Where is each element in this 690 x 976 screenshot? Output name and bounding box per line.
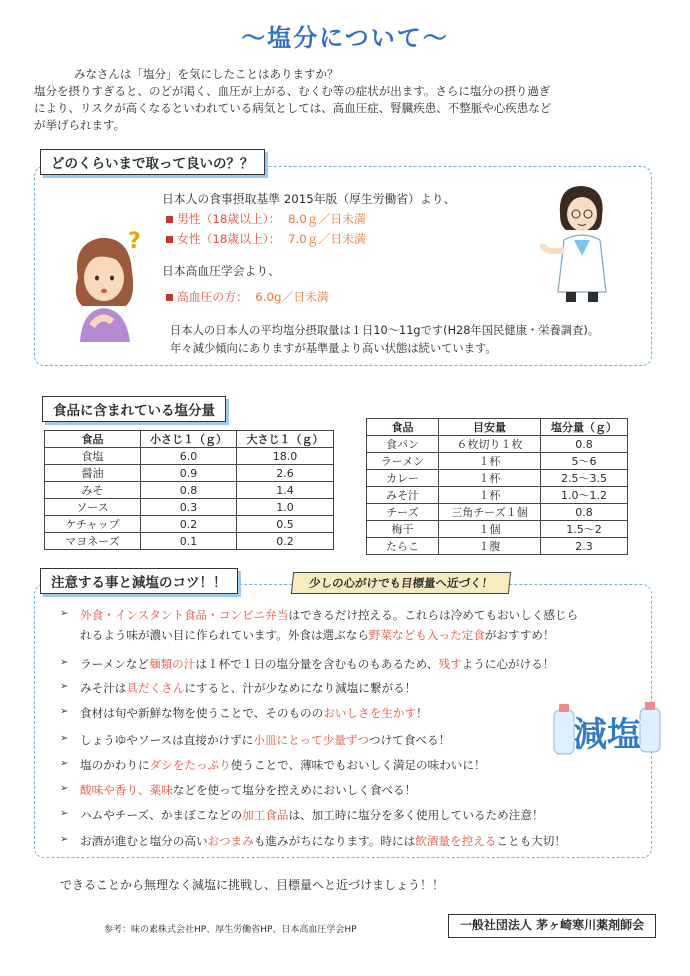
- page-title: ～塩分について～: [241, 24, 449, 52]
- table-header-cell: 食品: [367, 419, 439, 436]
- table-header-cell: 目安量: [439, 419, 541, 436]
- table-row: [45, 533, 334, 550]
- tip-text: がおすすめ！: [484, 628, 555, 642]
- table-row: [367, 436, 628, 453]
- intro-text: [34, 66, 664, 134]
- tip-text: お酒が進むと塩分の高い: [80, 834, 208, 848]
- table-cell: 醤油: [45, 465, 141, 482]
- tip-highlight: 外食・インスタント食品・コンビニ弁当: [80, 608, 289, 622]
- table-cell: 2.5～3.5: [541, 470, 628, 487]
- standard-title: 日本人の食事摂取基準 2015年版（厚生労働省）より、: [162, 192, 456, 206]
- female-intake: [166, 230, 366, 247]
- tip-text: などを使って塩分を控えめにおいしく食べる！: [172, 783, 417, 797]
- bullet-square: [166, 236, 173, 243]
- table-cell: 食塩: [45, 448, 141, 465]
- tip-line: [80, 607, 578, 623]
- table-cell: 5～6: [541, 453, 628, 470]
- table-cell: 1.5～2: [541, 521, 628, 538]
- references: 参考：味の素株式会社HP、厚生労働省HP、日本高血圧学会HP: [104, 925, 357, 935]
- table-cell: 0.9: [141, 465, 237, 482]
- average-intake-line: 年々減少傾向にありますが基準量より高い状態は続いています。: [170, 342, 497, 355]
- arrow-bullet-icon: ➢: [60, 608, 69, 619]
- female-label: 女性（18歳以上）：: [177, 232, 281, 246]
- bullet-square: [166, 294, 173, 301]
- table-cell: カレー: [367, 470, 439, 487]
- tip-line: [80, 705, 428, 721]
- tip-text: は、加工時に塩分を多く使用しているため注意！: [288, 808, 544, 822]
- tip-highlight: 酸味や香り、薬味: [80, 783, 173, 797]
- tip-highlight: 残す: [438, 657, 462, 671]
- tip-text: にすると、汁が少なめになり減塩に繋がる！: [184, 681, 417, 695]
- arrow-bullet-icon: ➢: [60, 808, 69, 819]
- table-cell: 2.6: [237, 465, 334, 482]
- tip-highlight: 具だくさん: [126, 681, 185, 695]
- table-cell: ６枚切り１枚: [439, 436, 541, 453]
- male-value: 8.0ｇ／日未満: [288, 212, 366, 226]
- food-salt-table: [366, 418, 628, 555]
- tip-text: はできるだけ控える。これらは冷めてもおいしく感じら: [288, 608, 579, 622]
- table-header-row: [367, 419, 628, 436]
- svg-text:?: ?: [128, 229, 141, 254]
- table-cell: １杯: [439, 453, 541, 470]
- tip-text: ラーメンなど: [80, 657, 149, 671]
- intake-section-label: どのくらいまで取って良いの？？: [40, 149, 265, 175]
- arrow-bullet-icon: ➢: [60, 783, 69, 794]
- table-header-cell: 塩分量（ｇ）: [541, 419, 628, 436]
- table-cell: １個: [439, 521, 541, 538]
- tip-line: [80, 807, 544, 823]
- tip-highlight: おいしさを生かす: [323, 706, 417, 720]
- tip-text: ！: [416, 706, 428, 720]
- tip-line: [80, 627, 555, 643]
- table-cell: 0.8: [541, 504, 628, 521]
- salt-content-section-label: 食品に含まれている塩分量: [42, 396, 226, 422]
- tip-highlight: 小皿にとって少量ずつ: [253, 733, 370, 747]
- hbp-label: 高血圧の方：: [177, 290, 248, 304]
- table-cell: ケチャップ: [45, 516, 141, 533]
- table-cell: 18.0: [237, 448, 334, 465]
- tip-text: ハムやチーズ、かまぼこなどの: [80, 808, 243, 822]
- table-header-cell: 食品: [45, 431, 141, 448]
- table-cell: ソース: [45, 499, 141, 516]
- table-cell: みそ汁: [367, 487, 439, 504]
- table-row: [367, 470, 628, 487]
- society-title: 日本高血圧学会より、: [162, 264, 280, 278]
- tip-text: ことも大切！: [496, 834, 566, 848]
- table-cell: 梅干: [367, 521, 439, 538]
- table-row: [45, 448, 334, 465]
- table-cell: 三角チーズ１個: [439, 504, 541, 521]
- low-salt-stamp: [552, 700, 662, 770]
- table-row: [367, 521, 628, 538]
- male-intake: [166, 210, 366, 227]
- tip-text: つけて食べる！: [369, 733, 451, 747]
- tip-highlight: おつまみ: [207, 834, 254, 848]
- tip-highlight: 飲酒量を控える: [415, 834, 497, 848]
- arrow-bullet-icon: ➢: [60, 681, 69, 692]
- stamp-text: 減塩: [573, 715, 641, 755]
- table-cell: 1.0～1.2: [541, 487, 628, 504]
- hbp-intake: [166, 288, 329, 305]
- seasoning-salt-table: [44, 430, 334, 550]
- tip-text: 塩のかわりに: [80, 758, 150, 772]
- table-row: [367, 453, 628, 470]
- table-cell: チーズ: [367, 504, 439, 521]
- tip-text: も進みがちになります。時には: [253, 834, 416, 848]
- intro-line: が挙げられます。: [34, 118, 126, 132]
- tip-highlight: 麺類の汁: [148, 657, 196, 671]
- tip-line: [80, 833, 566, 849]
- table-header-cell: 大さじ１（ｇ）: [237, 431, 334, 448]
- tip-text: しょうゆやソースは直接かけずに: [80, 733, 254, 747]
- table-cell: １杯: [439, 470, 541, 487]
- tip-text: 使うことで、薄味でもおいしく満足の味わいに！: [230, 758, 486, 772]
- confused-woman-illustration: [62, 226, 150, 342]
- closing-message: できることから無理なく減塩に挑戦し、目標量へと近づけましょう！！: [60, 878, 445, 892]
- tip-highlight: 加工食品: [242, 808, 289, 822]
- table-cell: 0.8: [141, 482, 237, 499]
- table-row: [45, 499, 334, 516]
- table-row: [45, 482, 334, 499]
- tip-line: [80, 782, 416, 798]
- tips-banner: 少しの心がけでも目標量へ近づく！: [291, 572, 511, 594]
- tip-text: みそ汁は: [80, 681, 127, 695]
- intro-line: 塩分を摂りすぎると、のどが渇く、血圧が上がる、むくむ等の症状が出ます。さらに塩分の摂り過ぎ: [34, 84, 551, 98]
- table-header-row: [45, 431, 334, 448]
- table-row: [367, 487, 628, 504]
- table-cell: マヨネーズ: [45, 533, 141, 550]
- arrow-bullet-icon: ➢: [60, 733, 69, 744]
- tip-line: [80, 680, 416, 696]
- tip-highlight: ダシをたっぷり: [149, 758, 231, 772]
- arrow-bullet-icon: ➢: [60, 834, 69, 845]
- table-cell: 2.3: [541, 538, 628, 555]
- table-cell: みそ: [45, 482, 141, 499]
- organization-name: 一般社団法人 茅ヶ崎寒川薬剤師会: [448, 914, 656, 938]
- table-cell: たらこ: [367, 538, 439, 555]
- table-cell: 食パン: [367, 436, 439, 453]
- doctor-illustration: [538, 180, 622, 304]
- table-cell: 0.1: [141, 533, 237, 550]
- intro-line: により、リスクが高くなるといわれている病気としては、高血圧症、腎臓疾患、不整脈や心疾患など: [34, 101, 552, 115]
- table-cell: 0.5: [237, 516, 334, 533]
- table-cell: １杯: [439, 487, 541, 504]
- male-label: 男性（18歳以上）：: [177, 212, 281, 226]
- table-cell: ラーメン: [367, 453, 439, 470]
- intro-line: みなさんは「塩分」を気にしたことはありますか？: [74, 67, 339, 81]
- bullet-square: [166, 216, 173, 223]
- female-value: 7.0ｇ／日未満: [288, 232, 366, 246]
- table-cell: 0.2: [237, 533, 334, 550]
- table-cell: １腹: [439, 538, 541, 555]
- table-row: [45, 516, 334, 533]
- tip-text: ように心がける！: [461, 657, 555, 671]
- table-cell: 1.4: [237, 482, 334, 499]
- tip-line: [80, 757, 486, 773]
- average-intake-line: 日本人の日本人の平均塩分摂取量は１日10～11gです(H28年国民健康・栄養調査)。: [170, 324, 600, 337]
- tip-line: [80, 732, 450, 748]
- table-cell: 0.3: [141, 499, 237, 516]
- table-row: [45, 465, 334, 482]
- hbp-value: 6.0g／日未満: [255, 290, 329, 304]
- table-cell: 0.8: [541, 436, 628, 453]
- table-row: [367, 538, 628, 555]
- table-row: [367, 504, 628, 521]
- tip-text: 食材は旬や新鮮な物を使うことで、そのものの: [80, 706, 324, 720]
- table-cell: 6.0: [141, 448, 237, 465]
- tip-text: れるよう味が濃い目に作られています。外食は選ぶなら: [80, 628, 369, 642]
- tip-line: [80, 656, 554, 672]
- arrow-bullet-icon: ➢: [60, 706, 69, 717]
- tips-section-label: 注意する事と減塩のコツ！！: [40, 568, 238, 594]
- tip-highlight: 野菜なども入った定食: [368, 628, 485, 642]
- tip-text: は１杯で１日の塩分量を含むものもあるため、: [195, 657, 439, 671]
- arrow-bullet-icon: ➢: [60, 657, 69, 668]
- arrow-bullet-icon: ➢: [60, 758, 69, 769]
- table-cell: 1.0: [237, 499, 334, 516]
- table-cell: 0.2: [141, 516, 237, 533]
- table-header-cell: 小さじ１（ｇ）: [141, 431, 237, 448]
